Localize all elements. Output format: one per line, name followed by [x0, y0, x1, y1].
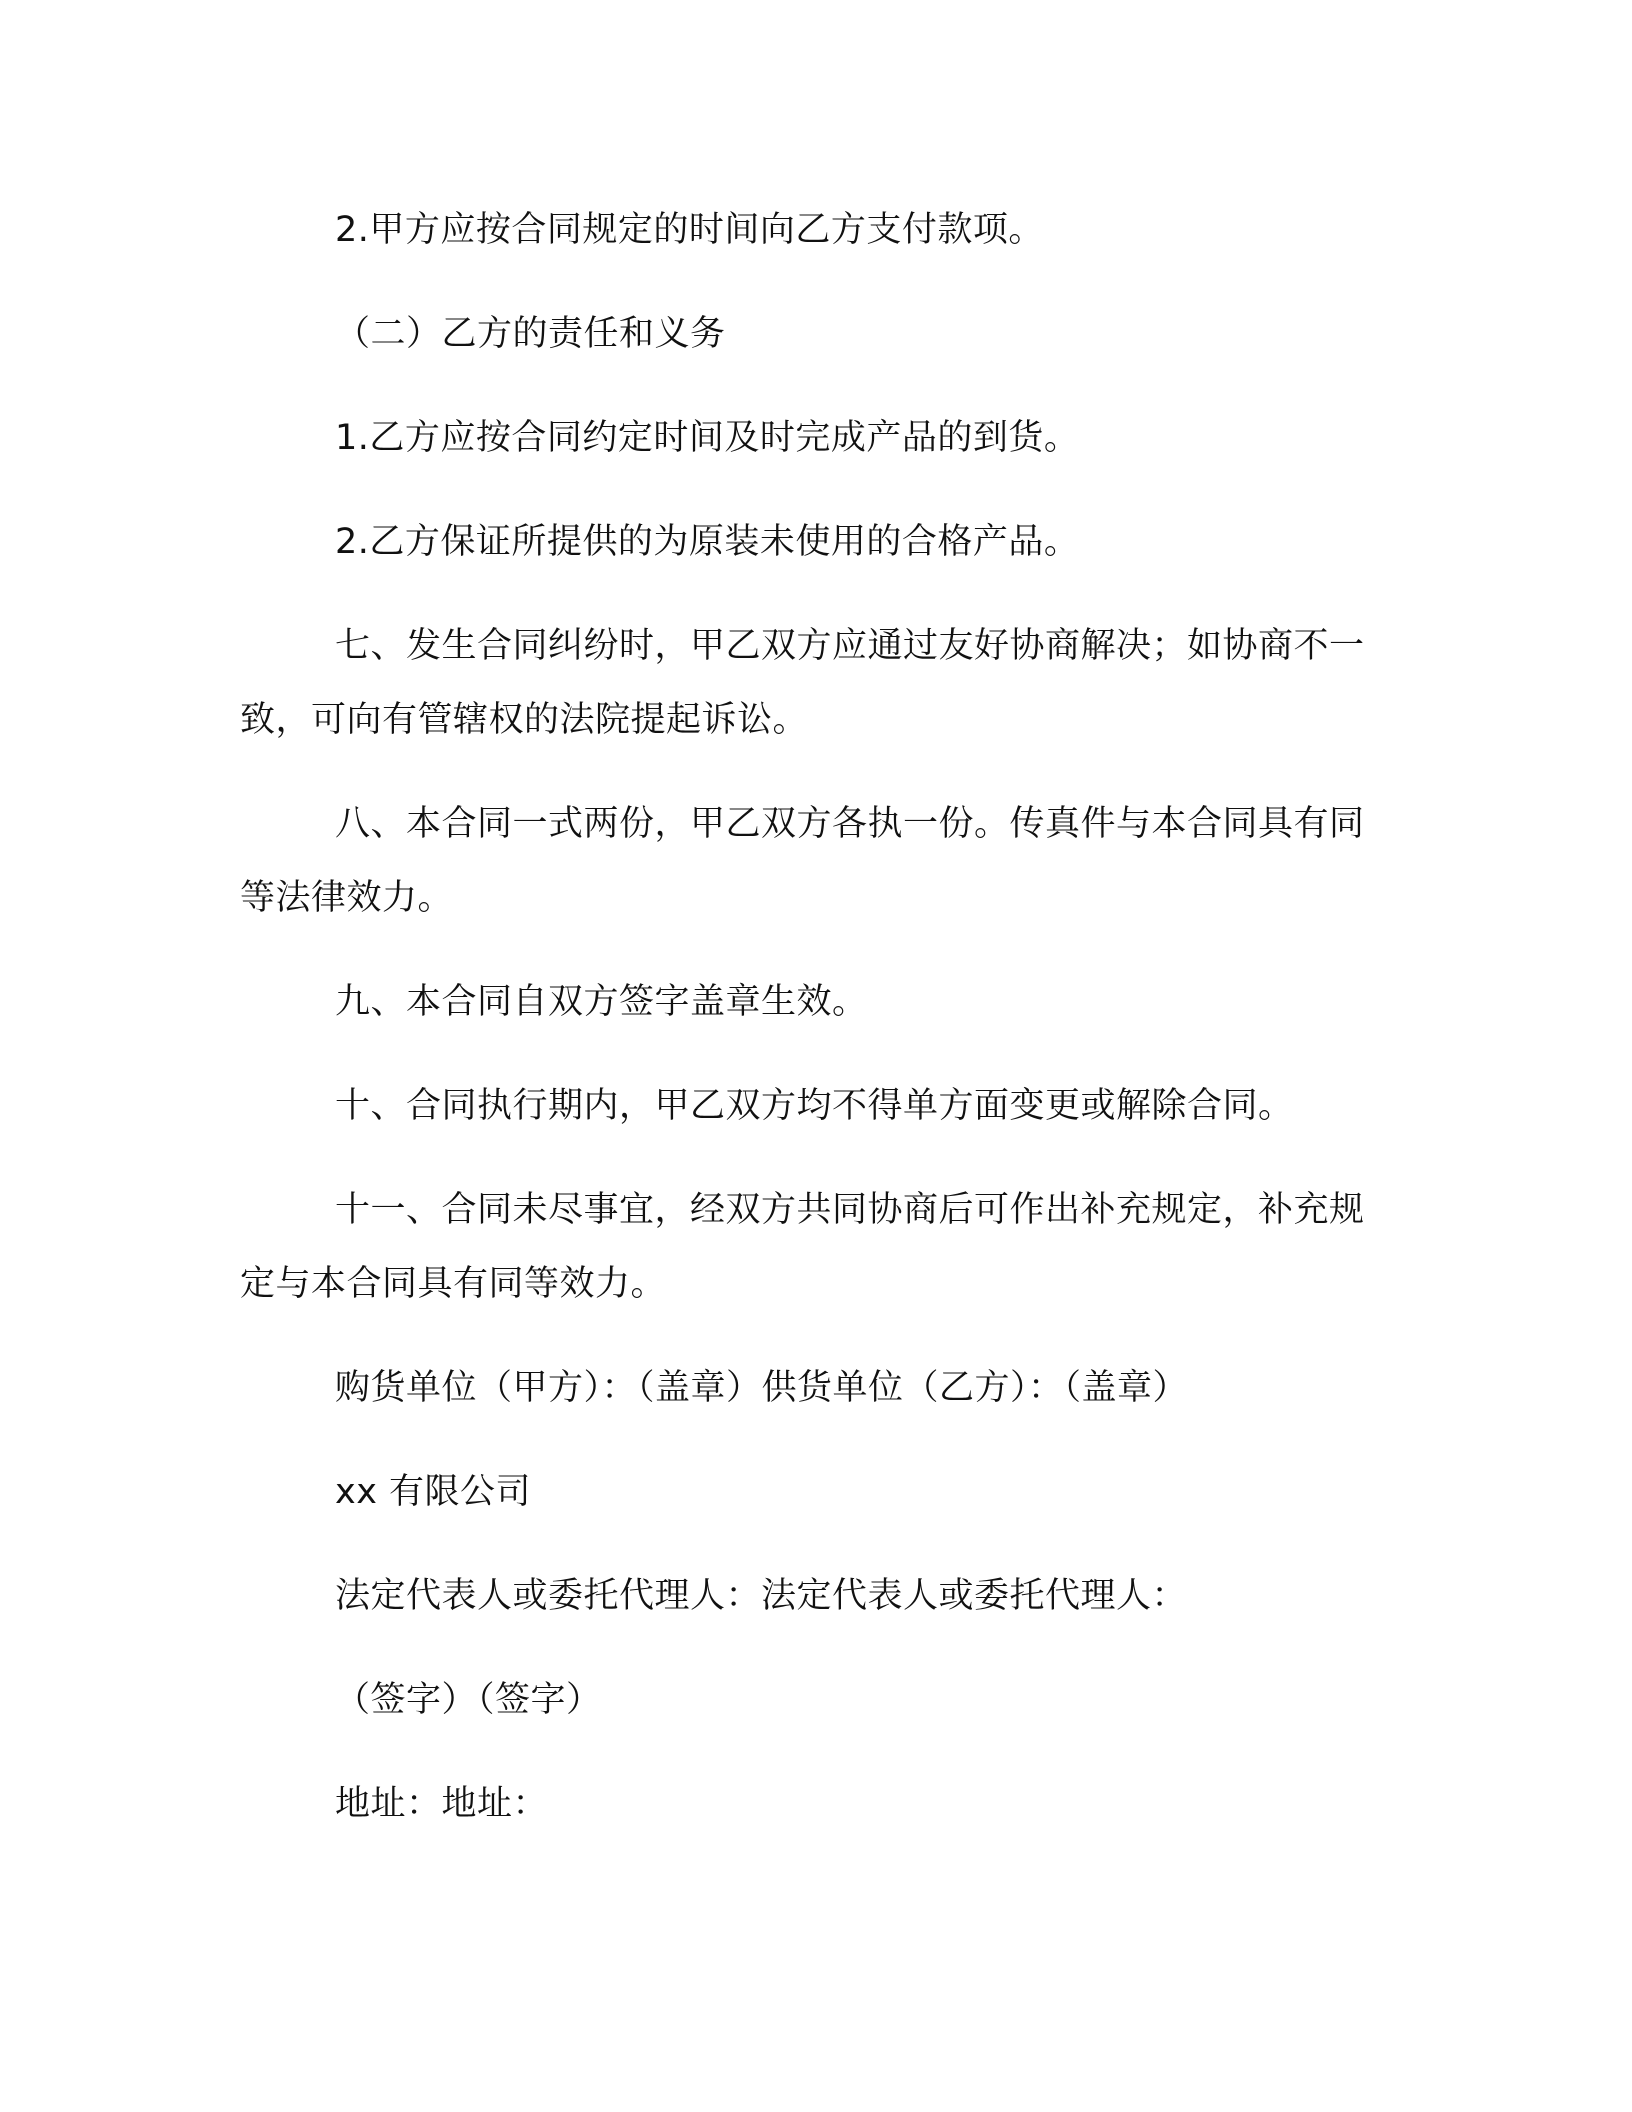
paragraph-party-a-payment: 2.甲方应按合同规定的时间向乙方支付款项。 — [335, 210, 1044, 250]
paragraph-copies: 八、本合同一式两份，甲乙双方各执一份。传真件与本合同具有同等法律效力。 — [240, 804, 1365, 918]
representative-line: 法定代表人或委托代理人：法定代表人或委托代理人： — [335, 1576, 1188, 1616]
signature-line: （签字）（签字） — [335, 1680, 602, 1720]
paragraph-dispute: 七、发生合同纠纷时，甲乙双方应通过友好协商解决；如协商不一致，可向有管辖权的法院提起诉讼。 — [240, 626, 1365, 740]
paragraph-supplement: 十一、合同未尽事宜，经双方共同协商后可作出补充规定，补充规定与本合同具有同等效力。 — [240, 1190, 1365, 1304]
company-name-line: xx 有限公司 — [335, 1472, 532, 1512]
document-body — [240, 193, 1375, 1841]
paragraph-no-unilateral-change: 十、合同执行期内，甲乙双方均不得单方面变更或解除合同。 — [335, 1086, 1294, 1126]
paragraph-effective: 九、本合同自双方签字盖章生效。 — [335, 982, 868, 1022]
paragraph-party-b-quality: 2.乙方保证所提供的为原装未使用的合格产品。 — [335, 522, 1080, 562]
signature-parties-line: 购货单位（甲方）：（盖章）供货单位（乙方）：（盖章） — [335, 1368, 1189, 1408]
paragraph-party-b-delivery: 1.乙方应按合同约定时间及时完成产品的到货。 — [335, 418, 1080, 458]
paragraph-party-b-heading: （二）乙方的责任和义务 — [335, 314, 726, 354]
address-line: 地址：地址： — [335, 1784, 549, 1824]
